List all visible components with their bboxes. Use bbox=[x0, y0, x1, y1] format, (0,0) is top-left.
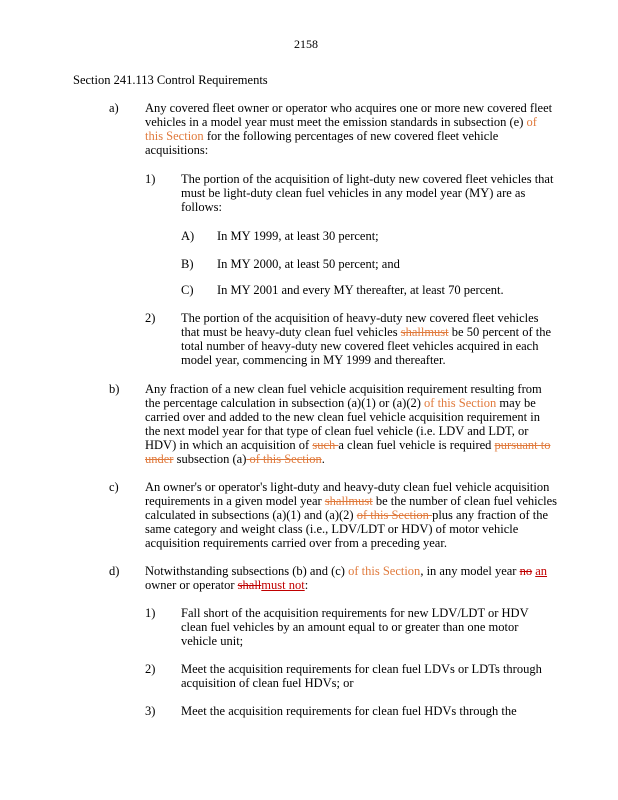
inserted-text: of bbox=[526, 115, 537, 129]
paragraph-d2-label: 2) bbox=[145, 662, 156, 676]
item-C-text: In MY 2001 and every MY thereafter, at least 70 percent. bbox=[217, 283, 504, 297]
paragraph-a1-line: The portion of the acquisition of light-duty new covered fleet vehicles that bbox=[181, 172, 554, 186]
subsection-c-line: requirements in a given model year shallmust be the number of clean fuel vehicles bbox=[145, 494, 558, 508]
paragraph-d1-label: 1) bbox=[145, 606, 156, 620]
deleted-text: shallmust bbox=[324, 494, 373, 508]
section-title: Section 241.113 Control Requirements bbox=[73, 73, 268, 87]
inserted-text: an bbox=[535, 564, 548, 578]
subsection-b-label: b) bbox=[109, 382, 120, 396]
subsection-d-label: d) bbox=[109, 564, 120, 578]
subsection-b-line: the next model year for that type of clean fuel vehicle (i.e. LDV and LDT, or bbox=[145, 424, 529, 438]
item-C-label: C) bbox=[181, 283, 194, 297]
paragraph-d3-label: 3) bbox=[145, 704, 156, 718]
item-B-label: B) bbox=[181, 257, 194, 271]
deleted-text: pursuant to bbox=[494, 438, 551, 452]
inserted-text: of this Section bbox=[424, 396, 497, 410]
subsection-c-line: calculated in subsections (a)(1) and (a)(2) of this Section plus any fraction of the bbox=[145, 508, 548, 522]
subsection-d-line: Notwithstanding subsections (b) and (c) of this Section, in any model year no an bbox=[145, 564, 548, 578]
subsection-c-label: c) bbox=[109, 480, 119, 494]
deleted-text: under bbox=[145, 452, 174, 466]
subsection-a-line: vehicles in a model year must meet the emission standards in subsection (e) of bbox=[145, 115, 537, 129]
paragraph-d1-line: vehicle unit; bbox=[181, 634, 244, 648]
inserted-text: must not bbox=[261, 578, 305, 592]
paragraph-a2-line: that must be heavy-duty clean fuel vehicles shallmust be 50 percent of the bbox=[181, 325, 552, 339]
deleted-text: of this Section bbox=[246, 452, 322, 466]
subsection-c-line: same category and weight class (i.e., LDV/LDT or HDV) of motor vehicle bbox=[145, 522, 519, 536]
subsection-a-label: a) bbox=[109, 101, 119, 115]
item-A-text: In MY 1999, at least 30 percent; bbox=[217, 229, 379, 243]
paragraph-a1-label: 1) bbox=[145, 172, 156, 186]
deleted-text: shallmust bbox=[400, 325, 449, 339]
subsection-b-line: HDV) in which an acquisition of such a clean fuel vehicle is required pursuant to bbox=[145, 438, 551, 452]
subsection-c-line: acquisition requirements carried over from a preceding year. bbox=[145, 536, 447, 550]
inserted-text: of this Section bbox=[348, 564, 421, 578]
deleted-text: no bbox=[519, 564, 533, 578]
deleted-text: of this Section bbox=[356, 508, 433, 522]
item-B-text: In MY 2000, at least 50 percent; and bbox=[217, 257, 400, 271]
subsection-d-line: owner or operator shallmust not: bbox=[145, 578, 309, 592]
inserted-text: this Section bbox=[145, 129, 204, 143]
subsection-a-line: Any covered fleet owner or operator who acquires one or more new covered fleet bbox=[145, 101, 553, 115]
paragraph-d2-line: acquisition of clean fuel HDVs; or bbox=[181, 676, 354, 690]
paragraph-a2-line: total number of heavy-duty new covered fleet vehicles acquired in each bbox=[181, 339, 539, 353]
subsection-b-line: under subsection (a) of this Section. bbox=[145, 452, 325, 466]
subsection-b-line: carried over and added to the new clean fuel vehicle acquisition requirement in bbox=[145, 410, 540, 424]
page-number: 2158 bbox=[294, 37, 318, 51]
paragraph-d2-line: Meet the acquisition requirements for clean fuel LDVs or LDTs through bbox=[181, 662, 542, 676]
subsection-b-line: the percentage calculation in subsection (a)(1) or (a)(2) of this Section may be bbox=[145, 396, 536, 410]
paragraph-a1-line: follows: bbox=[181, 200, 222, 214]
subsection-a-line: this Section for the following percentages of new covered fleet vehicle bbox=[145, 129, 499, 143]
paragraph-a1-line: must be light-duty clean fuel vehicles in any model year (MY) are as bbox=[181, 186, 526, 200]
paragraph-d1-line: clean fuel vehicles by an amount equal to or greater than one motor bbox=[181, 620, 519, 634]
deleted-text: shall bbox=[237, 578, 262, 592]
paragraph-a2-label: 2) bbox=[145, 311, 156, 325]
subsection-b-line: Any fraction of a new clean fuel vehicle acquisition requirement resulting from bbox=[145, 382, 542, 396]
deleted-text: such bbox=[312, 438, 339, 452]
paragraph-d3-line: Meet the acquisition requirements for clean fuel HDVs through the bbox=[181, 704, 517, 718]
paragraph-a2-line: The portion of the acquisition of heavy-duty new covered fleet vehicles bbox=[181, 311, 539, 325]
subsection-a-line: acquisitions: bbox=[145, 143, 209, 157]
paragraph-a2-line: model year, commencing in MY 1999 and thereafter. bbox=[181, 353, 446, 367]
paragraph-d1-line: Fall short of the acquisition requirements for new LDV/LDT or HDV bbox=[181, 606, 529, 620]
item-A-label: A) bbox=[181, 229, 195, 243]
subsection-c-line: An owner's or operator's light-duty and heavy-duty clean fuel vehicle acquisition bbox=[145, 480, 550, 494]
